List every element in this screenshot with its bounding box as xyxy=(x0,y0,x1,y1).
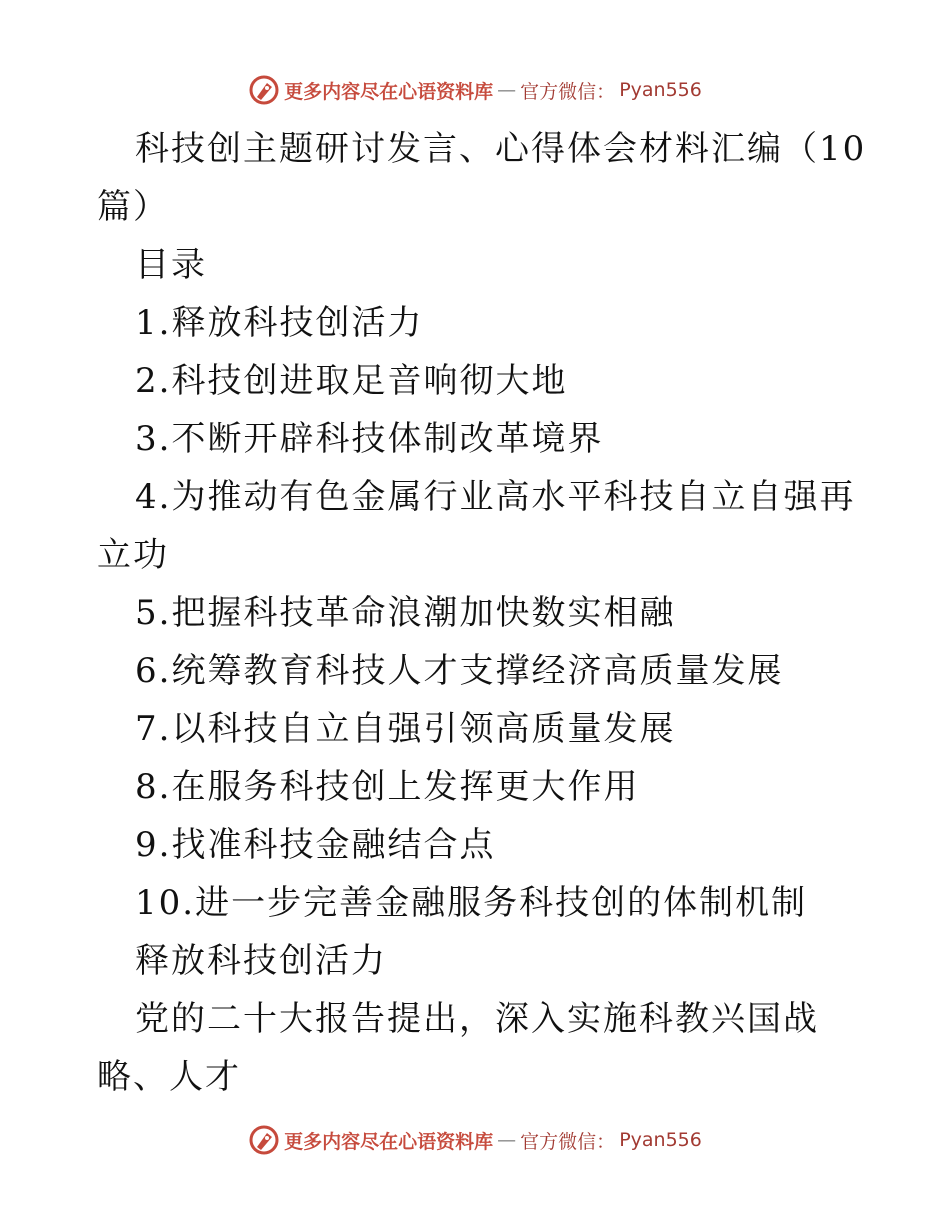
banner-wechat-id: Pyan556 xyxy=(619,79,702,101)
body-paragraph: 党的二十大报告提出，深入实施科教兴国战略、人才 xyxy=(97,999,819,1097)
toc-item: 3.不断开辟科技体制改革境界 xyxy=(135,419,604,459)
section-heading: 释放科技创活力 xyxy=(135,941,387,981)
banner-main-text: 更多内容尽在心语资料库 xyxy=(284,1130,494,1153)
toc-item: 9.找准科技金融结合点 xyxy=(135,825,496,865)
document-title: 科技创主题研讨发言、心得体会材料汇编（10 篇） xyxy=(97,129,867,227)
toc-item: 6.统筹教育科技人才支撑经济高质量发展 xyxy=(135,651,784,691)
banner-dash: — xyxy=(497,1129,517,1151)
toc-item: 5.把握科技革命浪潮加快数实相融 xyxy=(135,593,676,633)
document-body xyxy=(97,120,867,1106)
toc-item: 7.以科技自立自强引领高质量发展 xyxy=(135,709,676,749)
toc-item: 8.在服务科技创上发挥更大作用 xyxy=(135,767,640,807)
banner-contact-label: 官方微信： xyxy=(520,80,616,103)
toc-list xyxy=(97,294,867,932)
toc-heading: 目录 xyxy=(135,245,207,285)
toc-item: 10.进一步完善金融服务科技创的体制机制 xyxy=(135,883,808,923)
pen-nib-circle-icon xyxy=(248,74,280,106)
toc-item: 2.科技创进取足音响彻大地 xyxy=(135,361,568,401)
pen-nib-circle-icon xyxy=(248,1124,280,1156)
banner-dash: — xyxy=(497,79,517,101)
header-banner xyxy=(0,70,950,110)
footer-banner xyxy=(0,1120,950,1160)
banner-main-text: 更多内容尽在心语资料库 xyxy=(284,80,494,103)
toc-item: 4.为推动有色金属行业高水平科技自立自强再立功 xyxy=(97,477,856,575)
banner-wechat-id: Pyan556 xyxy=(619,1129,702,1151)
banner-contact-label: 官方微信： xyxy=(520,1130,616,1153)
toc-item: 1.释放科技创活力 xyxy=(135,303,424,343)
